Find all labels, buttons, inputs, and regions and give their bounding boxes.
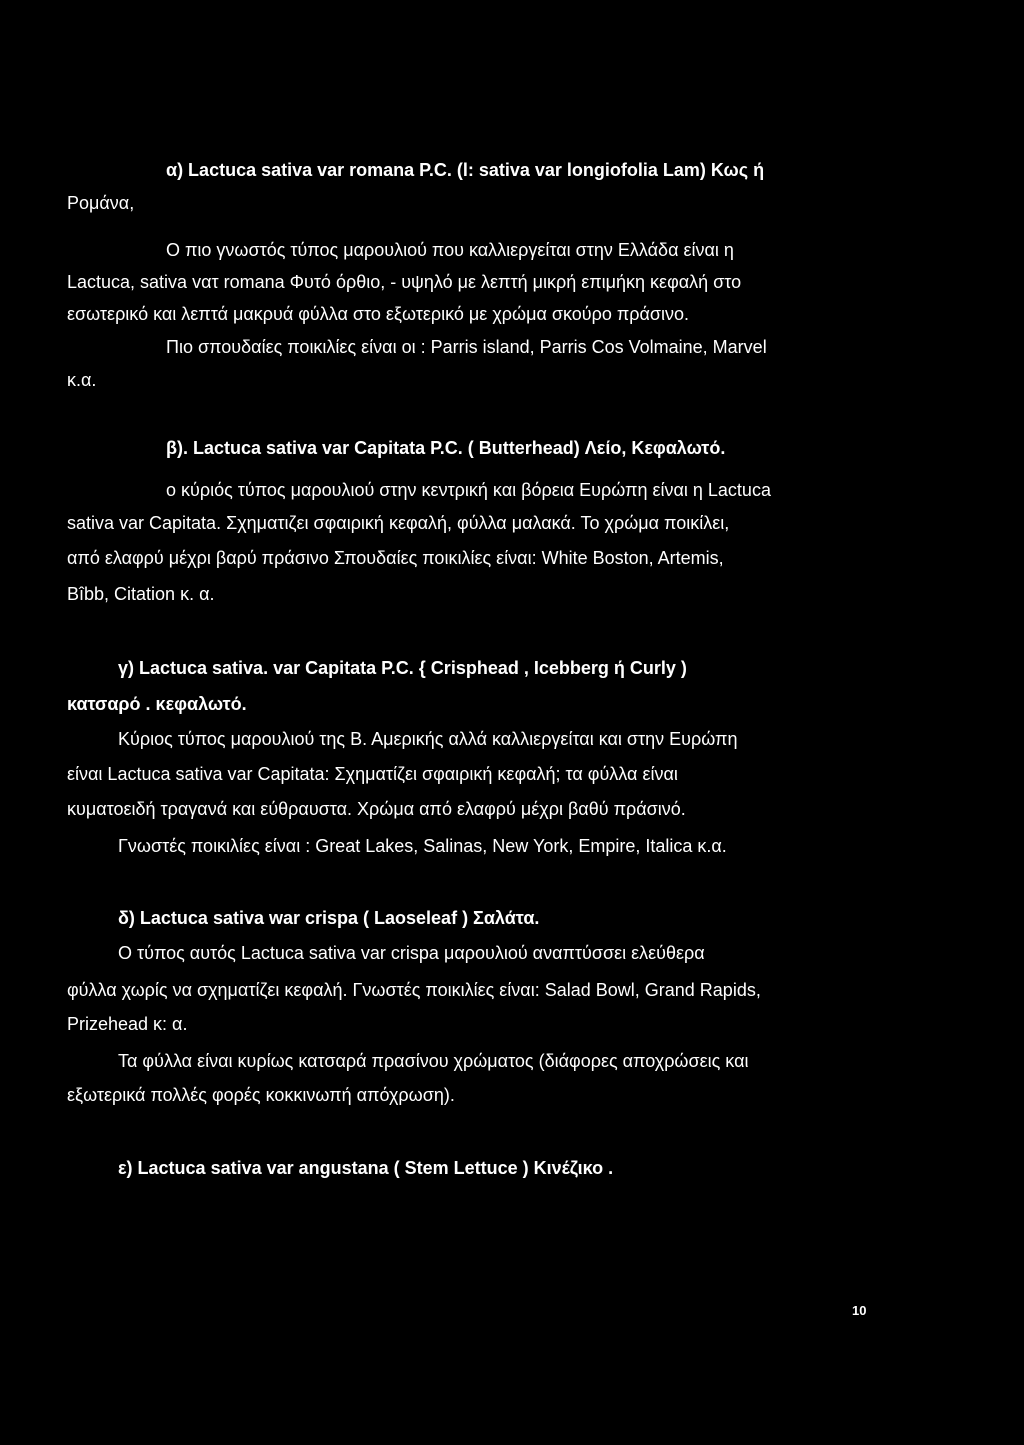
paragraph-line: Τα φύλλα είναι κυρίως κατσαρά πρασίνου χρώματος (διάφορες αποχρώσεις και <box>118 1051 749 1071</box>
section-heading-d: δ) Lactuca sativa war crispa ( Laoseleaf ) Σαλάτα. <box>118 908 540 928</box>
paragraph-line: Ο πιο γνωστός τύπος μαρουλιού που καλλιεργείται στην Ελλάδα είναι η <box>166 240 734 260</box>
paragraph-line: Bîbb, Citation κ. α. <box>67 584 215 604</box>
paragraph-line: Prizehead κ: α. <box>67 1014 188 1034</box>
section-heading-e: ε) Lactuca sativa var angustana ( Stem Lettuce ) Κινέζικο . <box>118 1158 614 1178</box>
paragraph-line: είναι Lactuca sativa var Capitata: Σχηματίζει σφαιρική κεφαλή; τα φύλλα είναι <box>67 764 678 784</box>
paragraph-line: ο κύριός τύπος μαρουλιού στην κεντρική και βόρεια Ευρώπη είναι η Lactuca <box>166 480 771 500</box>
paragraph-line: Κύριος τύπος μαρουλιού της Β. Αμερικής αλλά καλλιεργείται και στην Ευρώπη <box>118 729 738 749</box>
paragraph-line: εξωτερικά πολλές φορές κοκκινωπή απόχρωση). <box>67 1085 455 1105</box>
paragraph-line: Lactuca, sativa vατ romana Φυτό όρθιο, - υψηλό με λεπτή μικρή επιμήκη κεφαλή στο <box>67 272 742 292</box>
paragraph-line: Γνωστές ποικιλίες είναι : Great Lakes, Salinas, New York, Empire, Italica κ.α. <box>118 836 727 856</box>
paragraph-line: από ελαφρύ μέχρι βαρύ πράσινο Σπουδαίες ποικιλίες είναι: White Boston, Artemis, <box>67 548 724 568</box>
paragraph-line: κ.α. <box>67 370 97 390</box>
paragraph-line: κυματοειδή τραγανά και εύθραυστα. Χρώμα από ελαφρύ μέχρι βαθύ πράσινό. <box>67 799 686 819</box>
section-heading-a-cont: Ρομάνα, <box>67 193 135 213</box>
paragraph-line: εσωτερικό και λεπτά μακρυά φύλλα στο εξωτερικό με χρώμα σκούρο πράσινο. <box>67 304 690 324</box>
section-heading-b: β). Lactuca sativa var Capitata P.C. ( Butterhead) Λείο, Κεφαλωτό. <box>166 438 726 458</box>
paragraph-line: Ο τύπος αυτός Lactuca sativa var crispa μαρουλιού αναπτύσσει ελεύθερα <box>118 943 705 963</box>
section-heading-a: α) Lactuca sativa var romana P.C. (l: sativa var longiofolia Lam) Κως ή <box>166 160 765 180</box>
paragraph-line: φύλλα χωρίς να σχηματίζει κεφαλή. Γνωστές ποικιλίες είναι: Salad Bowl, Grand Rapids, <box>67 980 761 1000</box>
paragraph-line: sativa var Capitata. Σχηματιζει σφαιρική κεφαλή, φύλλα μαλακά. Το χρώμα ποικίλει, <box>67 513 730 533</box>
section-heading-c-cont: κατσαρό . κεφαλωτό. <box>67 694 247 714</box>
section-heading-c: γ) Lactuca sativa. var Capitata P.C. { Crisphead , Icebberg ή Curly ) <box>118 658 687 678</box>
page-number: 10 <box>852 1303 867 1318</box>
paragraph-line: Πιο σπουδαίες ποικιλίες είναι οι : Parris island, Parris Cos Volmaine, Marvel <box>166 337 767 357</box>
